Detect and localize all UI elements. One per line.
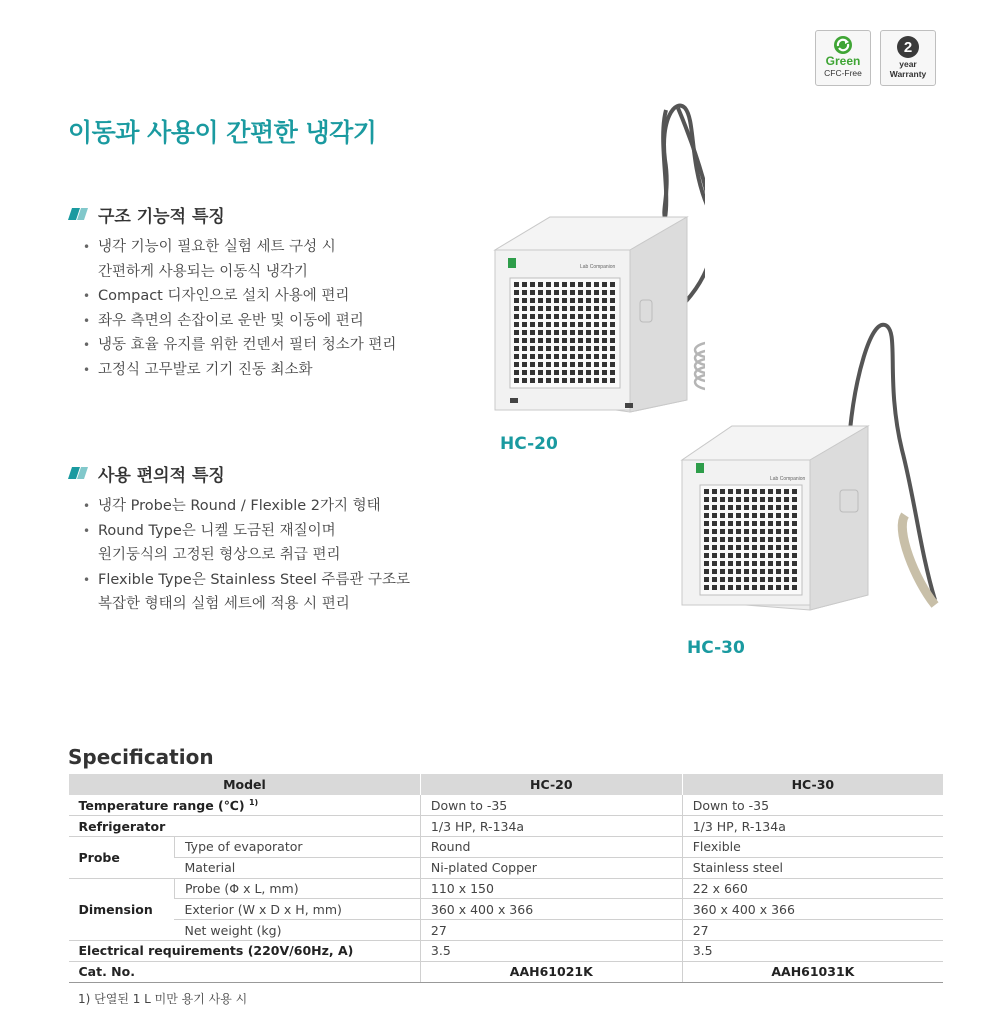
section-marker-icon [68,467,88,479]
feature-section-usability [68,462,410,617]
spec-table [68,774,943,983]
list-item: • 고정식 고무발로 기기 진동 최소화 [68,358,396,383]
table-cell: 360 x 400 x 366 [682,899,943,920]
hc30-brand-text: Lab Companion [770,476,806,482]
hc20-label: HC-20 [500,434,558,454]
header-model: Model [69,774,421,795]
table-row [69,941,944,962]
cat-no-cell: AAH61021K [420,961,682,982]
table-row [69,837,944,858]
sub-label: Probe (Φ x L, mm) [174,878,420,899]
table-cell: 3.5 [420,941,682,962]
feature-list [68,494,410,617]
row-label: Probe [69,837,175,879]
badge-year-text: year [899,59,917,69]
row-label: Cat. No. [69,961,421,982]
sub-label: Exterior (W x D x H, mm) [174,899,420,920]
table-cell: 27 [682,920,943,941]
table-cell: Flexible [682,837,943,858]
header-hc30: HC-30 [682,774,943,795]
table-row [69,795,944,816]
header-hc20: HC-20 [420,774,682,795]
hc30-product-image [680,320,945,615]
footnote: 1) 단열된 1 L 미만 용기 사용 시 [78,992,248,1006]
table-cell: Stainless steel [682,857,943,878]
section-title: 사용 편의적 특징 [98,465,225,486]
table-row [69,816,944,837]
feature-list [68,235,396,382]
table-cell: Ni-plated Copper [420,857,682,878]
list-item: • Flexible Type은 Stainless Steel 주름관 구조로 복잡한 형태의 실험 세트에 적용 시 편리 [68,568,410,617]
list-item: • 냉각 기능이 필요한 실험 세트 구성 시 간편하게 사용되는 이동식 냉각기 [68,235,396,284]
table-cell: Round [420,837,682,858]
table-cell: 22 x 660 [682,878,943,899]
section-marker-icon [68,208,88,220]
hc20-brand-text: Lab Companion [580,264,616,270]
page-title: 이동과 사용이 간편한 냉각기 [68,118,377,147]
list-item: • 냉각 Probe는 Round / Flexible 2가지 형태 [68,494,410,519]
hc20-product-image [490,100,705,415]
row-label: Electrical requirements (220V/60Hz, A) [69,941,421,962]
table-header-row [69,774,944,795]
list-item: • Compact 디자인으로 설치 사용에 편리 [68,284,396,309]
table-cell: 360 x 400 x 366 [420,899,682,920]
cfc-free-badge [815,30,871,86]
list-item: • 좌우 측면의 손잡이로 운반 및 이동에 편리 [68,309,396,334]
table-cell: 1/3 HP, R-134a [682,816,943,837]
warranty-badge [880,30,936,86]
cat-no-cell: AAH61031K [682,961,943,982]
row-label: Dimension [69,878,175,940]
sub-label: Type of evaporator [174,837,420,858]
row-label: Refrigerator [69,816,421,837]
badge-warranty-text: Warranty [889,69,927,79]
section-title: 구조 기능적 특징 [98,206,225,227]
table-cell: 3.5 [682,941,943,962]
feature-section-structure [68,203,396,382]
warranty-number-icon [896,35,920,59]
table-row [69,857,944,878]
sub-label: Material [174,857,420,878]
badge-green-text: Green [825,54,861,68]
table-cell: Down to -35 [420,795,682,816]
table-cell: 1/3 HP, R-134a [420,816,682,837]
table-cell: 27 [420,920,682,941]
table-cell: Down to -35 [682,795,943,816]
recycle-icon [833,35,853,55]
table-row [69,899,944,920]
list-item: • 냉동 효율 유지를 위한 컨덴서 필터 청소가 편리 [68,333,396,358]
table-row [69,878,944,899]
row-label: Temperature range (℃) $^{1)}$ [69,795,421,816]
table-row [69,920,944,941]
list-item: • Round Type은 니켈 도금된 재질이며 원기둥식의 고정된 형상으로 취급 편리 [68,519,410,568]
table-cell: 110 x 150 [420,878,682,899]
hc30-label: HC-30 [687,638,745,658]
sub-label: Net weight (kg) [174,920,420,941]
badge-cfc-text: CFC-Free [824,68,862,78]
spec-title: Specification [68,745,214,769]
table-row [69,961,944,982]
warranty-number: 2 [903,39,913,56]
